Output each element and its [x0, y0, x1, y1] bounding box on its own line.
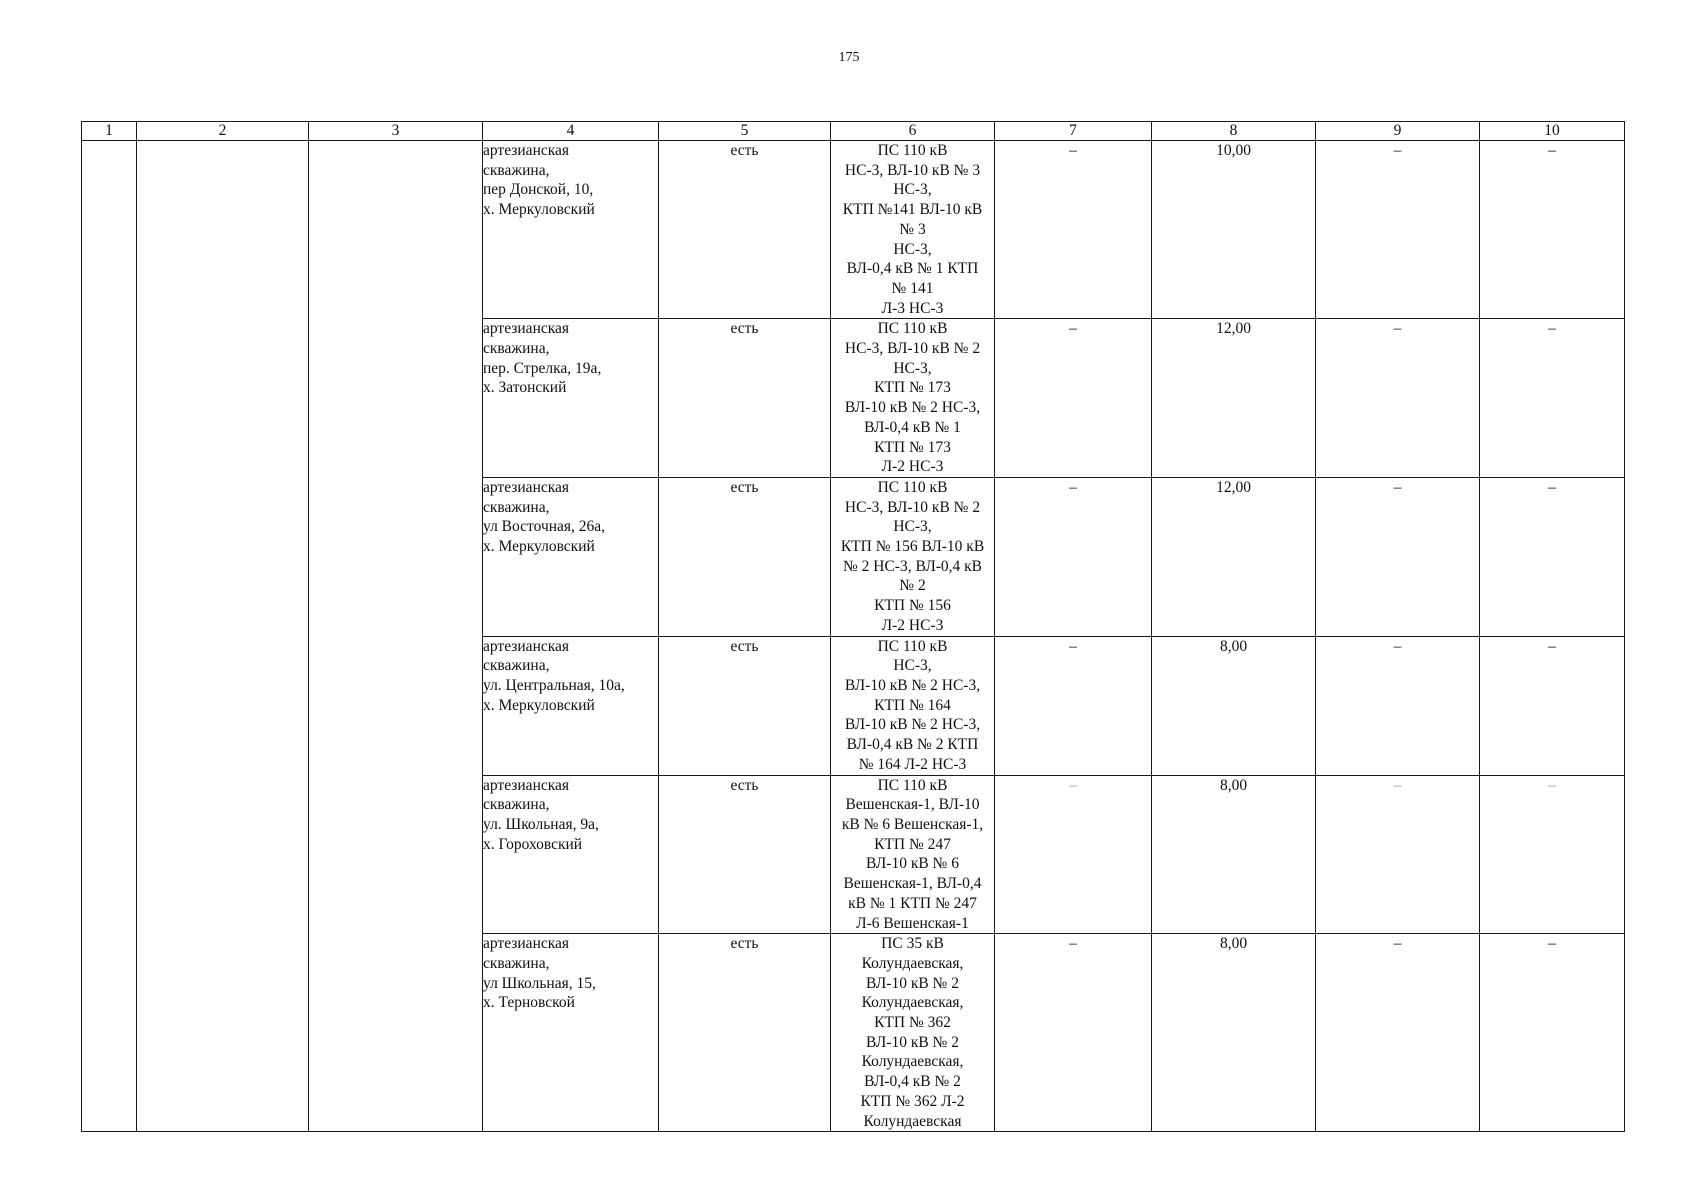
object-line: артезианская — [483, 637, 570, 655]
column-header: 7 — [995, 122, 1152, 141]
power-source-line: № 2 — [899, 577, 926, 595]
power-source-line: Колундаевская, — [861, 1053, 964, 1071]
power-source-line: КТП № 156 ВЛ-10 кВ — [840, 538, 985, 556]
power-source-line: КТП № 362 — [874, 1014, 951, 1032]
power-source-line: № 3 — [899, 220, 926, 238]
object-line: пер. Стрелка, 19а, — [483, 359, 602, 377]
object-line: скважина, — [483, 340, 550, 358]
power-source-line: ПС 35 кВ — [881, 935, 944, 953]
power-source-line: ПС 110 кВ — [877, 776, 948, 794]
power-source-line: КТП № 247 — [874, 835, 951, 853]
power-source-cell — [831, 319, 995, 478]
power-source-line: НС-3, — [893, 359, 932, 377]
power-source-line: НС-3, — [893, 240, 932, 258]
object-line: артезианская — [483, 478, 570, 496]
object-line: пер Донской, 10, — [483, 181, 594, 199]
col7-cell: – — [995, 141, 1152, 319]
col10-cell: – — [1480, 141, 1625, 319]
availability-cell: есть — [659, 934, 831, 1132]
object-line: х. Затонский — [483, 379, 567, 397]
object-line: ул. Школьная, 9а, — [483, 815, 599, 833]
power-source-line: кВ № 1 КТП № 247 — [848, 894, 977, 912]
cell-col2-empty — [137, 141, 309, 1132]
column-header: 5 — [659, 122, 831, 141]
col9-cell: – — [1316, 775, 1480, 934]
object-line: артезианская — [483, 776, 570, 794]
power-source-line: Л-3 НС-3 — [881, 299, 944, 317]
power-source-line: ВЛ-0,4 кВ № 2 — [864, 1073, 961, 1091]
object-cell — [483, 934, 659, 1132]
column-header: 2 — [137, 122, 309, 141]
power-source-line: НС-3, ВЛ-10 кВ № 2 — [844, 340, 981, 358]
power-source-line: ВЛ-0,4 кВ № 1 КТП — [846, 260, 979, 278]
value-cell: 10,00 — [1152, 141, 1316, 319]
column-header: 1 — [82, 122, 137, 141]
power-source-line: № 141 — [891, 279, 934, 297]
power-source-line: НС-3, ВЛ-10 кВ № 3 — [844, 161, 981, 179]
col9-cell: – — [1316, 477, 1480, 636]
power-source-line: Вешенская-1, ВЛ-10 — [845, 796, 980, 814]
object-line: скважина, — [483, 954, 550, 972]
object-line: скважина, — [483, 657, 550, 675]
col7-cell: – — [995, 934, 1152, 1132]
power-source-line: КТП № 164 — [874, 696, 951, 714]
col10-cell: – — [1480, 775, 1625, 934]
cell-col3-empty — [309, 141, 483, 1132]
col10-cell: – — [1480, 636, 1625, 775]
power-source-line: ПС 110 кВ — [877, 320, 948, 338]
power-source-line: НС-3, ВЛ-10 кВ № 2 — [844, 498, 981, 516]
object-line: скважина, — [483, 498, 550, 516]
power-source-line: № 2 НС-3, ВЛ-0,4 кВ — [842, 557, 983, 575]
object-cell — [483, 775, 659, 934]
power-source-line: ВЛ-0,4 кВ № 1 — [864, 418, 961, 436]
power-source-line: КТП №141 ВЛ-10 кВ — [842, 201, 983, 219]
column-header: 6 — [831, 122, 995, 141]
power-source-line: ПС 110 кВ — [877, 478, 948, 496]
value-cell: 8,00 — [1152, 934, 1316, 1132]
power-source-line: НС-3, — [893, 657, 932, 675]
value-cell: 8,00 — [1152, 636, 1316, 775]
object-line: ул Школьная, 15, — [483, 974, 596, 992]
col9-cell: – — [1316, 319, 1480, 478]
object-line: скважина, — [483, 161, 550, 179]
power-source-line: ВЛ-10 кВ № 2 — [866, 1033, 959, 1051]
power-source-cell — [831, 477, 995, 636]
col10-cell: – — [1480, 934, 1625, 1132]
table-row — [82, 141, 1625, 319]
object-cell — [483, 477, 659, 636]
power-source-line: Колундаевская — [863, 1112, 962, 1130]
value-cell: 12,00 — [1152, 477, 1316, 636]
value-cell: 8,00 — [1152, 775, 1316, 934]
object-line: ул Восточная, 26а, — [483, 518, 606, 536]
power-source-line: Л-2 НС-3 — [881, 458, 944, 476]
column-header: 10 — [1480, 122, 1625, 141]
power-source-line: КТП № 362 Л-2 — [860, 1092, 965, 1110]
power-source-line: ВЛ-10 кВ № 2 НС-3, — [844, 399, 981, 417]
power-source-line: ВЛ-0,4 кВ № 2 КТП — [846, 736, 979, 754]
object-cell — [483, 636, 659, 775]
object-line: х. Терновской — [483, 994, 575, 1012]
power-source-line: кВ № 6 Вешенская-1, — [841, 815, 984, 833]
power-source-line: ПС 110 кВ — [877, 142, 948, 159]
power-source-line: Колундаевская, — [861, 954, 964, 972]
object-line: артезианская — [483, 935, 570, 953]
col10-cell: – — [1480, 319, 1625, 478]
power-source-cell — [831, 636, 995, 775]
object-line: артезианская — [483, 142, 570, 159]
power-source-line: КТП № 173 — [874, 438, 951, 456]
power-source-line: ВЛ-10 кВ № 2 НС-3, — [844, 676, 981, 694]
col10-cell: – — [1480, 477, 1625, 636]
power-source-line: ВЛ-10 кВ № 2 — [866, 974, 959, 992]
col7-cell: – — [995, 775, 1152, 934]
object-line: х. Гороховский — [483, 835, 583, 853]
availability-cell: есть — [659, 141, 831, 319]
column-header: 4 — [483, 122, 659, 141]
col7-cell: – — [995, 319, 1152, 478]
power-source-line: ПС 110 кВ — [877, 637, 948, 655]
column-header: 9 — [1316, 122, 1480, 141]
header-row — [82, 122, 1625, 141]
object-line: х. Меркуловский — [483, 696, 595, 714]
object-line: х. Меркуловский — [483, 538, 595, 556]
power-source-line: КТП № 156 — [874, 597, 951, 615]
object-cell — [483, 319, 659, 478]
power-source-line: ВЛ-10 кВ № 2 НС-3, — [844, 716, 981, 734]
page-number: 175 — [838, 50, 860, 65]
power-source-cell — [831, 141, 995, 319]
col7-cell: – — [995, 477, 1152, 636]
power-source-line: № 164 Л-2 НС-3 — [858, 755, 967, 773]
object-line: артезианская — [483, 320, 570, 338]
column-header: 3 — [309, 122, 483, 141]
col9-cell: – — [1316, 636, 1480, 775]
power-source-line: Колундаевская, — [861, 994, 964, 1012]
value-cell: 12,00 — [1152, 319, 1316, 478]
power-source-line: Л-6 Вешенская-1 — [856, 914, 969, 932]
power-source-line: Л-2 НС-3 — [881, 616, 944, 634]
power-source-cell — [831, 934, 995, 1132]
col9-cell: – — [1316, 141, 1480, 319]
column-header: 8 — [1152, 122, 1316, 141]
availability-cell: есть — [659, 775, 831, 934]
availability-cell: есть — [659, 319, 831, 478]
col7-cell: – — [995, 636, 1152, 775]
power-source-line: ВЛ-10 кВ № 6 — [866, 855, 959, 873]
availability-cell: есть — [659, 636, 831, 775]
data-table — [81, 121, 1625, 1132]
power-source-line: НС-3, — [893, 518, 932, 536]
object-cell — [483, 141, 659, 319]
object-line: скважина, — [483, 796, 550, 814]
cell-col1-empty — [82, 141, 137, 1132]
power-source-cell — [831, 775, 995, 934]
col9-cell: – — [1316, 934, 1480, 1132]
power-source-line: КТП № 173 — [874, 379, 951, 397]
power-source-line: НС-3, — [893, 181, 932, 199]
availability-cell: есть — [659, 477, 831, 636]
object-line: ул. Центральная, 10а, — [483, 676, 625, 694]
power-source-line: Вешенская-1, ВЛ-0,4 — [843, 875, 982, 893]
object-line: х. Меркуловский — [483, 201, 595, 219]
